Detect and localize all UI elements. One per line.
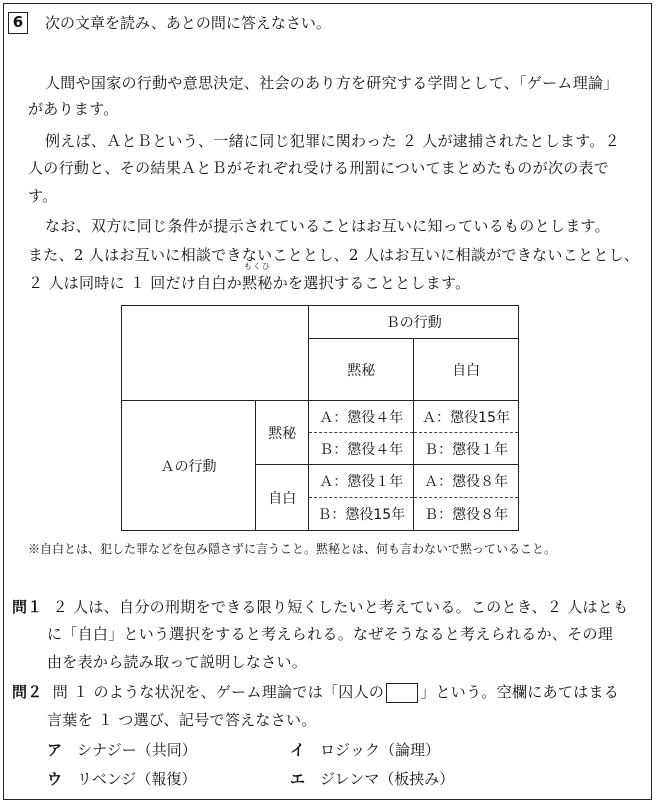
q2-line: 言葉を １ つ選び、記号で答えなさい。 bbox=[47, 711, 317, 729]
a-action-header: Ａの行動 bbox=[122, 401, 256, 531]
ruby-reading: もくひ bbox=[243, 262, 271, 271]
passage-line bbox=[28, 262, 471, 294]
q1-text: ２ 人は、自分の刑期をできる限り短くしたいと考えている。このとき、２ 人はとも bbox=[52, 598, 629, 616]
a-confess-header: 自白 bbox=[256, 465, 309, 531]
choice-text: ロジック（論理） bbox=[320, 741, 441, 759]
cell-cs-b: Ｂ：懲役15年 bbox=[309, 498, 414, 531]
cell-sc-b: Ｂ：懲役１年 bbox=[414, 433, 519, 465]
choice-mark: ア bbox=[47, 741, 63, 759]
passage-line: 例えば、ＡとＢという、一緒に同じ犯罪に関わった ２ 人が逮捕されたとします。２ bbox=[45, 132, 620, 150]
passage-text: かを選択することとします。 bbox=[272, 274, 471, 292]
choice-item bbox=[47, 739, 197, 761]
b-silent-header: 黙秘 bbox=[309, 339, 414, 401]
question-instruction: 次の文章を読み、あとの問に答えなさい。 bbox=[45, 14, 331, 32]
q1-line: 由を表から読み取って説明しなさい。 bbox=[47, 653, 308, 671]
choice-mark: イ bbox=[290, 741, 306, 759]
q2-label: 問２ bbox=[12, 683, 43, 701]
cell-cc-a: Ａ：懲役８年 bbox=[414, 465, 519, 498]
choice-text: リベンジ（報復） bbox=[77, 770, 197, 788]
cell-ss-b: Ｂ：懲役４年 bbox=[309, 433, 414, 465]
question-number: 6 bbox=[8, 12, 28, 34]
q2-text: 問 １ のような状況を、ゲーム理論では「囚人の bbox=[52, 683, 385, 701]
choice-item bbox=[47, 768, 196, 790]
b-confess-header: 自白 bbox=[414, 339, 519, 401]
cell-cs-a: Ａ：懲役１年 bbox=[309, 465, 414, 498]
passage-line: があります。 bbox=[28, 100, 119, 118]
ruby-word bbox=[242, 262, 273, 294]
choice-mark: ウ bbox=[47, 770, 63, 788]
q2-text: 」という。空欄にあてはまる bbox=[420, 683, 620, 701]
q2-line bbox=[12, 681, 619, 703]
choice-text: ジレンマ（板挟み） bbox=[320, 770, 455, 788]
table-corner-cell bbox=[122, 306, 309, 401]
cell-cc-b: Ｂ：懲役８年 bbox=[414, 498, 519, 531]
passage-line: なお、双方に同じ条件が提示されていることはお互いに知っているものとします。 bbox=[45, 217, 610, 235]
q1-label: 問１ bbox=[12, 598, 43, 616]
b-action-header: Ｂの行動 bbox=[309, 306, 519, 339]
table-note: ※自白とは、犯した罪などを包み隠さずに言うこと。黙秘とは、何も言わないで黙っていること。 bbox=[28, 542, 557, 556]
a-silent-header: 黙秘 bbox=[256, 401, 309, 465]
passage-text: ２ 人は同時に １ 回だけ自白か bbox=[28, 274, 243, 292]
choice-mark: エ bbox=[290, 770, 306, 788]
choice-text: シナジー（共同） bbox=[77, 741, 197, 759]
q1-line bbox=[12, 596, 628, 618]
passage-line: また、2 人はお互いに相談できないこととし、2 人はお互いに相談ができないこととし、 bbox=[28, 246, 640, 264]
choice-item bbox=[290, 739, 440, 761]
cell-ss-a: Ａ：懲役４年 bbox=[309, 401, 414, 433]
choice-item bbox=[290, 768, 454, 790]
payoff-table bbox=[121, 305, 519, 531]
ruby-base: 黙秘 bbox=[242, 274, 273, 292]
passage-line: 人間や国家の行動や意思決定、社会のあり方を研究する学問として、「ゲーム理論」 bbox=[45, 74, 619, 92]
q1-line: に「自白」という選択をすると考えられる。なぜそうなると考えられるか、その理 bbox=[47, 625, 614, 643]
passage-line: 人の行動と、その結果ＡとＢがそれぞれ受ける刑罰についてまとめたものが次の表で bbox=[28, 159, 610, 177]
passage-line: す。 bbox=[28, 187, 58, 205]
cell-sc-a: Ａ：懲役15年 bbox=[414, 401, 519, 433]
answer-blank-box bbox=[386, 683, 418, 703]
